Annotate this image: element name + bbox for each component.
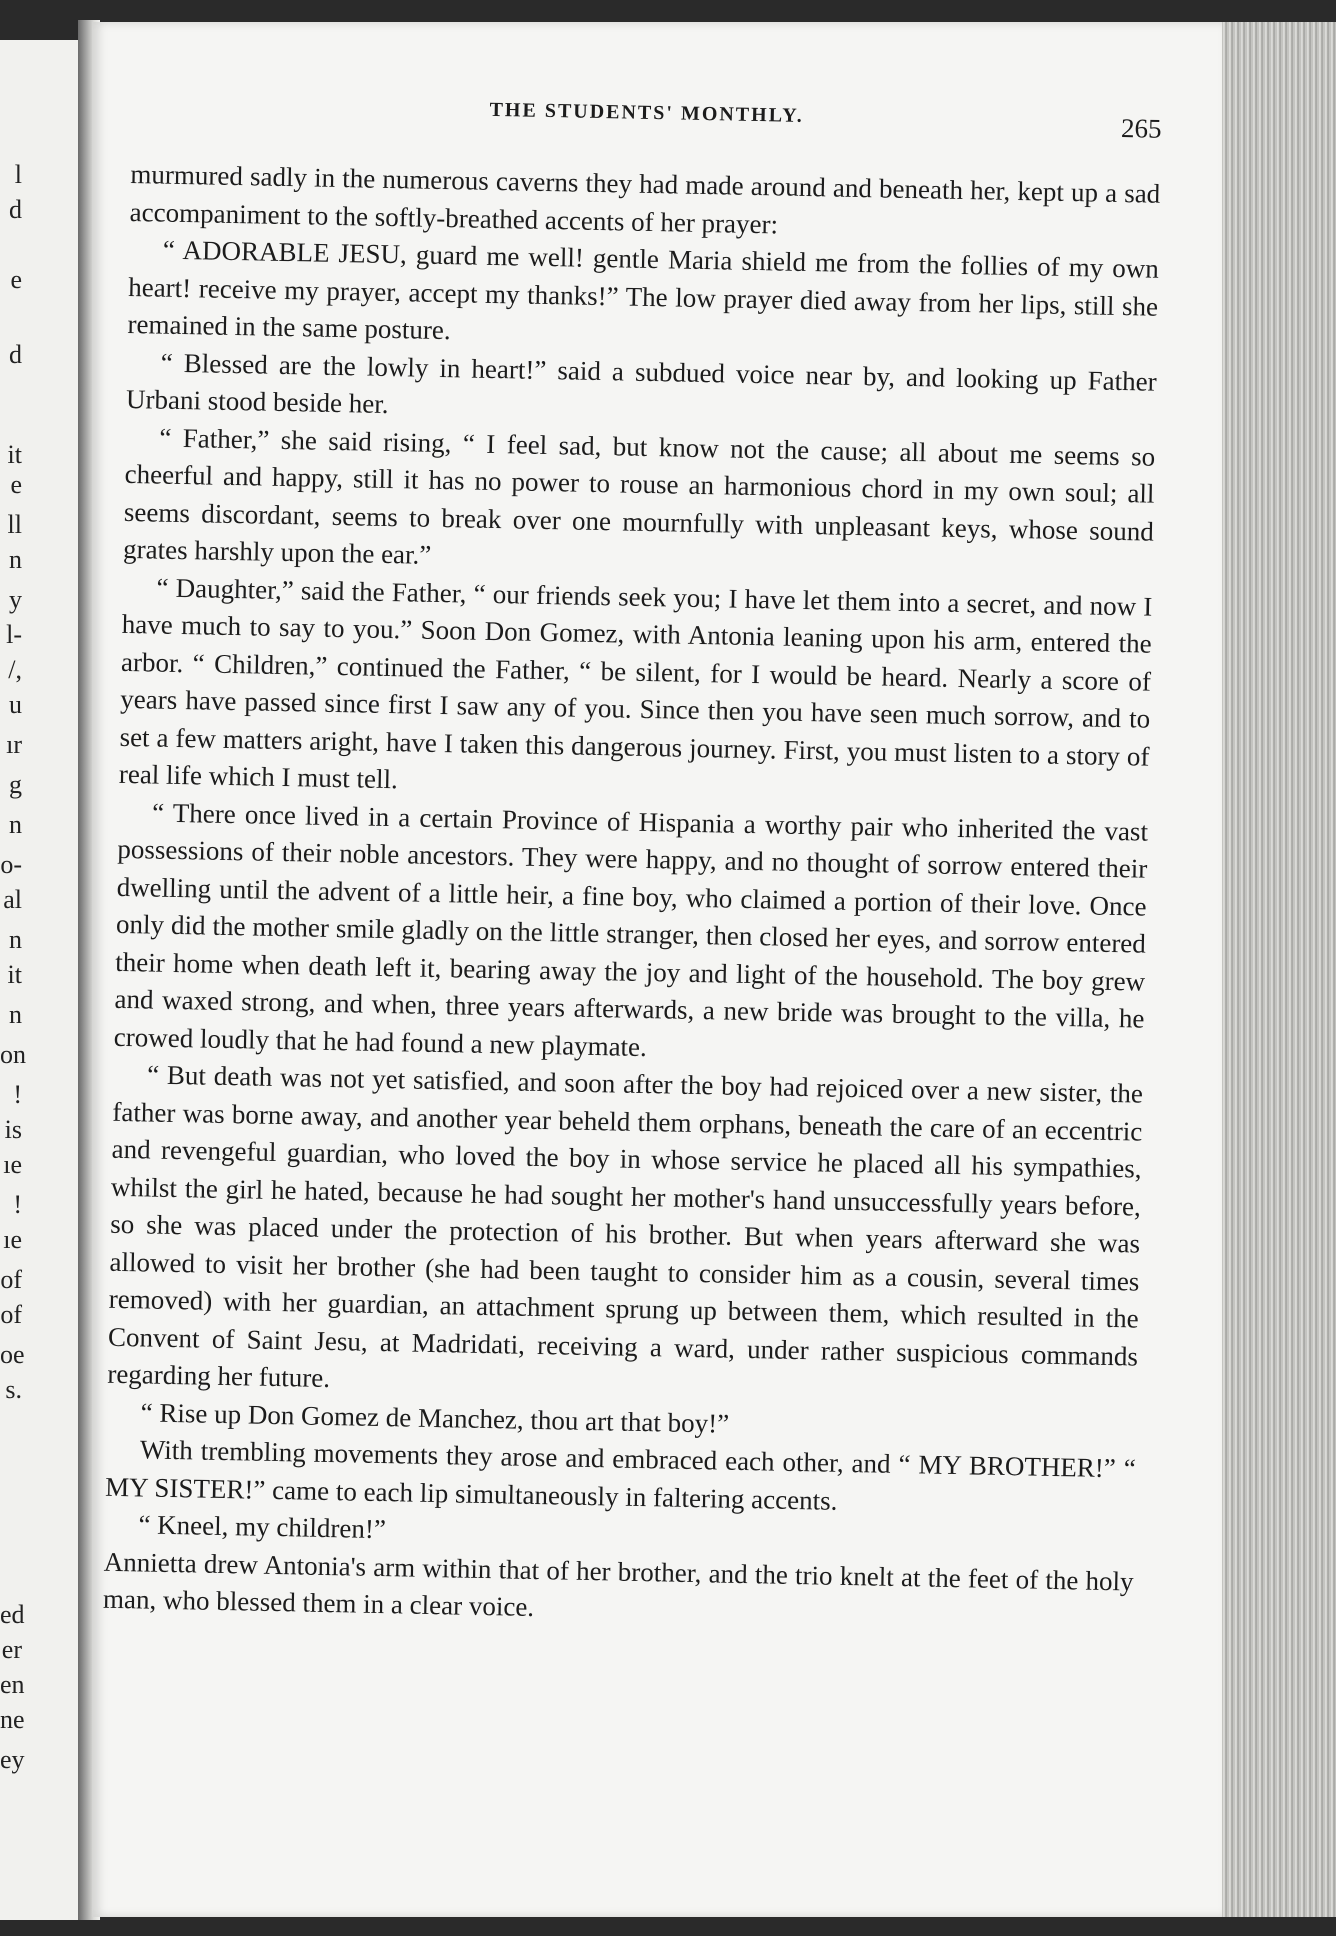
book-page [92, 22, 1222, 1917]
left-page-fragment: /, [8, 655, 22, 684]
paragraph: “ There once lived in a certain Province of Hispania a worthy pair who inherited the vast possessions of their noble ancestors. They were happy, and no thought of sorrow entered their dwelling until the advent of a little heir, a fine boy, who claimed a portion of their love. Once only did the mother smile gladly on the little stranger, then closed her eyes, and sorrow entered their home when death left it, bearing away the joy and light of the household. The boy grew and waxed strong, and when, three years afterwards, a new bride was brought to the villa, he crowed loudly that he had found a new playmate. [113, 797, 1149, 1062]
left-page-fragment: o- [0, 850, 22, 879]
left-page-fragment: y [9, 585, 22, 614]
left-page-fragment: ed [0, 1600, 25, 1629]
left-page-fragment: is [4, 1115, 22, 1144]
left-page-fragment: er [1, 1635, 22, 1664]
paragraph: “ Rise up Don Gomez de Manchez, thou art that boy!” [140, 1396, 730, 1439]
left-page-fragment: ey [0, 1745, 25, 1774]
page-number: 265 [1120, 112, 1162, 144]
left-page-fragment: ! [13, 1080, 22, 1109]
left-page-fragment: al [3, 885, 22, 914]
left-page-fragment: e [10, 265, 22, 294]
left-page-fragment: n [9, 810, 22, 839]
page-edges [1222, 22, 1336, 1917]
left-page-fragment: ne [0, 1705, 25, 1734]
paragraph: Annietta drew Antonia's arm within that of her brother, and the trio knelt at the feet of the holy man, who blessed them in a clear voice. [102, 1546, 1134, 1622]
paragraph: murmured sadly in the numerous caverns they had made around and beneath her, kept up a sad accompaniment to the softly-breathed accents of her prayer: [129, 158, 1161, 239]
left-page-fragment: l [14, 160, 22, 189]
paragraph: “ Father,” she said rising, “ I feel sad, but know not the cause; all about me seems so cheerful and happy, still it has no power to rouse an harmonious chord in my own soul; all seems discordant, seems to break over one mournfully with unpleasant keys, whose sound grates harshly upon the ear.” [122, 422, 1156, 570]
paragraph: “ But death was not yet satisfied, and soon after the boy had rejoiced over a new sister, the father was borne away, and another year beheld them orphans, beneath the care of an eccentric and revengeful guardian, who loved the boy in whose service he placed all his sympathies, whilst the girl he hated, because he had sought her mother's hand unsuccessfully years before, so she was placed under the protection of his brother. But when years afterward she was allowed to visit her brother (she had been taught to consider him as a cousin, several times removed) with her guardian, an attachment sprung up between them, which resulted in the Convent of Saint Jesu, at Madridati, receiving a ward, under rather suspicious commands regarding her future. [107, 1059, 1144, 1394]
left-page-fragment: d [9, 340, 22, 369]
left-page-fragment: n [9, 545, 22, 574]
left-page-fragment: u [9, 690, 22, 719]
left-page-fragment: ıe [3, 1150, 22, 1179]
left-page-fragment: it [7, 440, 22, 469]
left-page-fragment: n [9, 1000, 22, 1029]
left-page-fragment: on [0, 1040, 26, 1069]
left-page-fragment: n [9, 925, 22, 954]
left-page-fragment: it [7, 960, 22, 989]
paragraph: “ Daughter,” said the Father, “ our friends seek you; I have let them into a secret, and now I have much to say to you.” Soon Don Gomez, with Antonia leaning upon his arm, entered the arbor. “ Children,” continued the Father, “ be silent, for I would be heard. Nearly a score of years have passed since first I saw any of you. Since then you have seen much sorrow, and to set a few matters aright, have I taken this dangerous journey. First, you must listen to a story of real life which I must tell. [118, 572, 1153, 795]
left-page-fragment: d [9, 195, 22, 224]
left-page-edge [0, 40, 80, 1920]
left-page-fragment: ll [7, 510, 22, 539]
left-page-fragment: oe [0, 1340, 25, 1369]
left-page-fragment: ıe [3, 1225, 22, 1254]
paragraph: “ Blessed are the lowly in heart!” said a subdued voice near by, and looking up Father Urbani stood beside her. [125, 347, 1157, 419]
left-page-fragment: of [0, 1265, 22, 1294]
left-page-fragment: s. [5, 1375, 22, 1404]
left-page-fragment: of [0, 1300, 22, 1329]
paragraph: With trembling movements they arose and embraced each other, and “ MY BROTHER!” “ MY SISTER!” came to each lip simultaneously in faltering accents. [104, 1434, 1137, 1516]
left-page-fragment: g [9, 770, 22, 799]
paragraph: “ ADORABLE JESU, guard me well! gentle Maria shield me from the follies of my own heart! receive my prayer, accept my thanks!” The low prayer died away from her lips, still she remained in the same posture. [127, 234, 1160, 346]
left-page-fragment: l- [6, 620, 22, 649]
left-page-fragment: en [0, 1670, 25, 1699]
paragraph: “ Kneel, my children!” [138, 1509, 387, 1545]
running-head [131, 92, 1162, 162]
left-page-fragment: ! [13, 1190, 22, 1219]
running-title: THE STUDENTS' MONTHLY. [489, 98, 805, 127]
left-page-fragment: e [10, 470, 22, 499]
text-block [103, 92, 1162, 1638]
left-page-fragment: ır [6, 730, 22, 759]
